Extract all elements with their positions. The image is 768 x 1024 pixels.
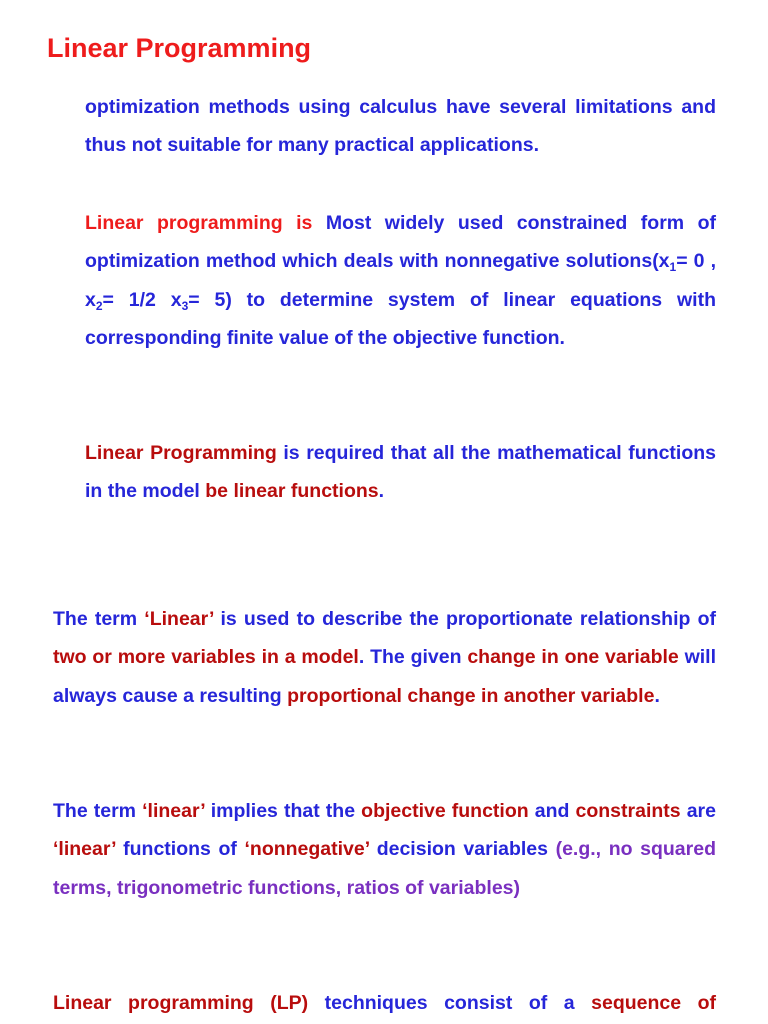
p4-t4: will always cause a resulting [53,646,717,707]
p2-term: Linear programming [85,212,283,234]
p2-sub3: 3 [181,298,189,313]
page-title: Linear Programming [47,33,312,63]
p5-q2: ‘linear’ [53,838,116,861]
p5-t5: functions of [115,838,245,861]
paragraph-lp-techniques [53,984,716,1022]
p3-term: Linear Programming [85,442,277,464]
p2-t2: = 0 , x [85,250,716,311]
p2-t4: = 5) to determine system of linear equations with corresponding finite value of the objective function. [85,288,716,350]
paragraph-linear-term [53,600,716,715]
p3-emph: be linear functions [205,480,379,503]
p2-sub1: 1 [669,260,677,275]
p5-e3: (e.g., no squared terms, trigonometric functions, ratios of variables) [53,838,716,899]
p4-quote: ‘Linear’ [144,608,214,630]
p5-e1: objective function [361,800,529,822]
p5-t1: The term [53,800,143,822]
p4-e2: change in one variable [467,646,679,669]
p4-end: . [654,684,660,707]
p4-e1: two or more variables in a model [53,646,359,669]
p4-t3: . The given [358,646,468,669]
p1-text: optimization methods using calculus have several limitations and thus not suitable for many practical applications. [85,96,716,157]
p6-e2: sequence of [591,992,716,1014]
p2-t3: = 1/2 x [102,288,182,311]
p4-t1: The term [53,608,145,630]
p2-t1: Most widely used constrained form of optimization method which deals with nonnegative solutions(x [85,212,716,273]
paragraph-linear-implies [53,792,716,907]
p5-q1: ‘linear’ [142,800,205,822]
paragraph-lp-definition [85,204,716,358]
p6-t1: techniques consist of a [308,992,592,1014]
paragraph-lp-requirement [85,434,716,511]
p6-e1: Linear programming (LP) [53,992,309,1014]
p4-e3: proportional change in another variable [287,684,655,707]
p5-e2: constraints [575,800,681,822]
p2-sub2: 2 [95,298,103,313]
p2-is: is [282,212,313,234]
p5-q3: ‘nonnegative’ [244,838,370,861]
p5-t4: are [680,800,716,822]
p5-t6: decision variables [369,838,556,861]
paragraph-calculus-limitations [85,88,716,165]
p5-t2: implies that the [204,800,362,822]
p5-t3: and [528,800,576,822]
p4-t2: is used to describe the proportionate relationship of [213,608,716,630]
p3-end: . [378,480,385,503]
p3-t1: is required that all the mathematical functions in the model [85,442,716,503]
